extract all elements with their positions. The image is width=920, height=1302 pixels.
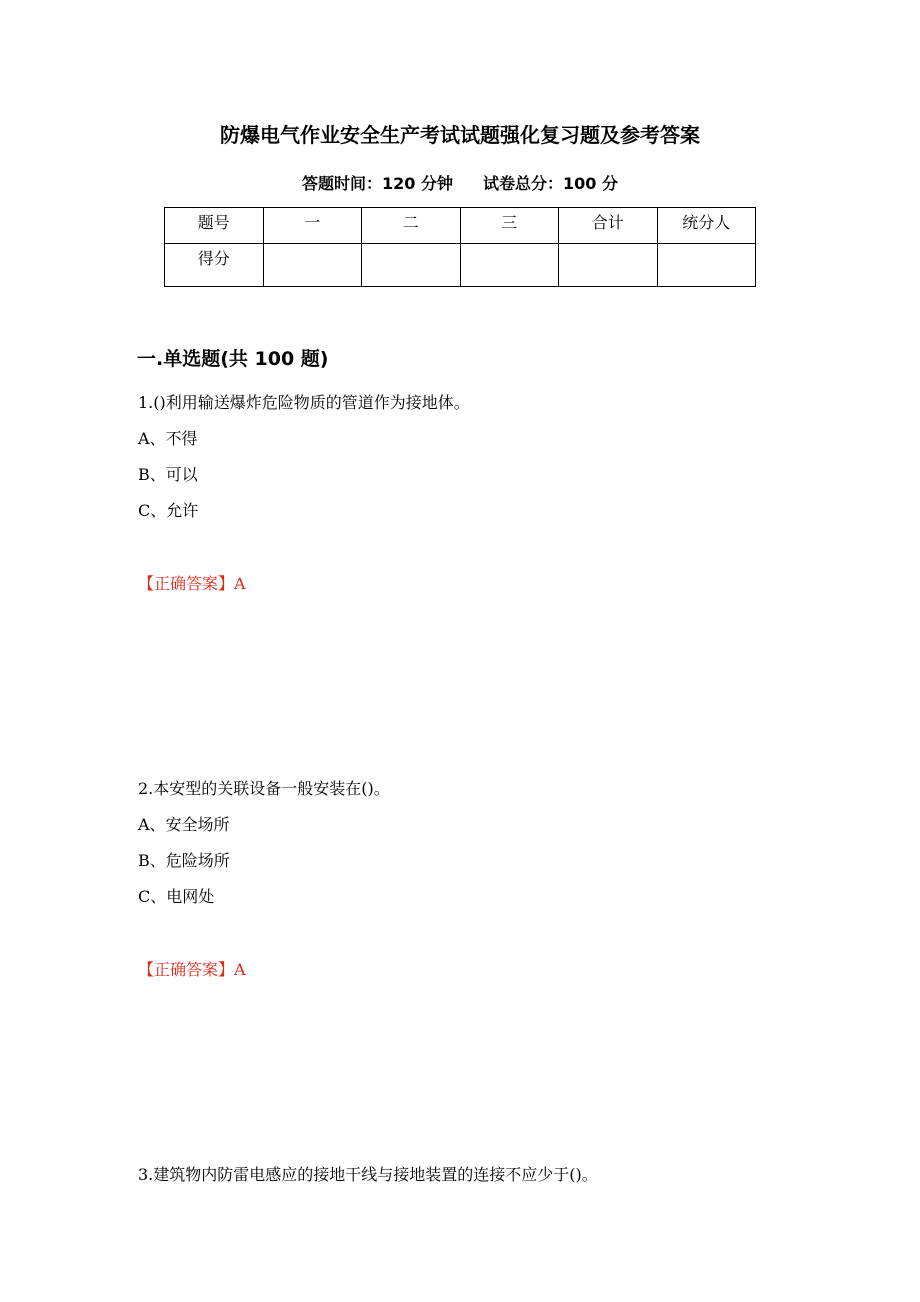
score-cell	[362, 244, 461, 287]
score-cell	[263, 244, 362, 287]
correct-answer: 【正确答案】A	[138, 574, 246, 593]
question-option: C、电网处	[138, 887, 215, 906]
score-header-cell: 二	[362, 208, 461, 244]
score-header-cell: 统分人	[657, 208, 756, 244]
question-option: A、不得	[138, 429, 198, 448]
score-table	[164, 207, 756, 287]
score-header-cell: 三	[460, 208, 559, 244]
question-option: B、危险场所	[138, 851, 230, 870]
score-header-cell: 题号	[165, 208, 264, 244]
score-header-cell: 合计	[559, 208, 658, 244]
document-title: 防爆电气作业安全生产考试试题强化复习题及参考答案	[220, 123, 700, 147]
exam-total-score: 试卷总分：100 分	[483, 174, 618, 193]
score-cell	[559, 244, 658, 287]
question-stem: 1.()利用输送爆炸危险物质的管道作为接地体。	[138, 393, 470, 412]
score-table-score-row	[165, 244, 756, 287]
section-title: 一.单选题(共 100 题)	[137, 348, 329, 370]
exam-meta	[0, 172, 920, 196]
question-option: C、允许	[138, 501, 199, 520]
question-stem: 2.本安型的关联设备一般安装在()。	[138, 779, 390, 798]
correct-answer: 【正确答案】A	[138, 960, 246, 979]
question-option: B、可以	[138, 465, 198, 484]
score-table-header-row	[165, 208, 756, 244]
question-option: A、安全场所	[138, 815, 230, 834]
score-header-cell: 一	[263, 208, 362, 244]
score-cell	[460, 244, 559, 287]
score-row-label: 得分	[165, 244, 264, 287]
score-cell	[657, 244, 756, 287]
question-stem: 3.建筑物内防雷电感应的接地干线与接地装置的连接不应少于()。	[138, 1165, 598, 1184]
exam-time: 答题时间：120 分钟	[302, 174, 453, 193]
